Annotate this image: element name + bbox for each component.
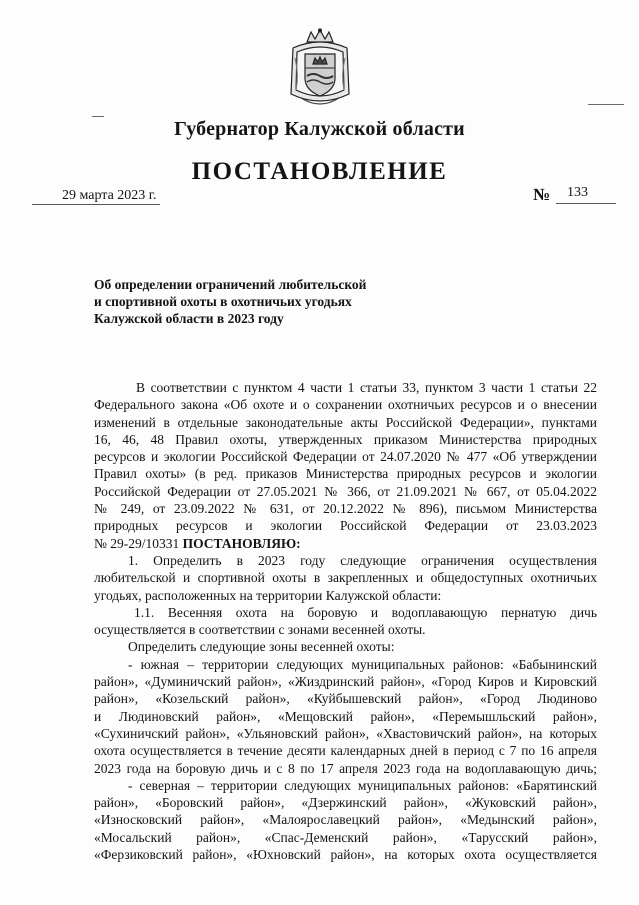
- body-line: 16, 46, 48 Правил охоты, утвержденных приказом Министерства природных: [94, 431, 597, 447]
- body-line: 1. Определить в 2023 году следующие ограничения осуществления: [128, 552, 597, 568]
- body-line: «Мосальский район», «Спас-Деменский район», «Тарусский район»,: [94, 829, 597, 845]
- subject-line: и спортивной охоты в охотничьих угодьях: [94, 294, 352, 309]
- body-line: Федерального закона «Об охоте и о сохранении охотничьих ресурсов и о внесении: [94, 397, 597, 413]
- subject-line: Об определении ограничений любительской: [94, 277, 367, 292]
- body-line: № 249, от 23.09.2022 № 631, от 20.12.2022 № 896), письмом Министерства: [94, 501, 597, 517]
- scan-mark: [92, 116, 104, 117]
- body-line: природных ресурсов и экологии Российской Федерации от 23.03.2023: [94, 518, 597, 534]
- document-body: [94, 379, 597, 863]
- body-line-decree: [94, 535, 597, 552]
- issuing-authority: Губернатор Калужской области: [174, 118, 465, 140]
- subject-line: Калужской области в 2023 году: [94, 311, 284, 326]
- body-line: - южная – территории следующих муниципальных районов: «Бабынинский: [128, 656, 597, 672]
- number-sign: №: [533, 185, 551, 204]
- document-number: 133: [567, 185, 588, 200]
- body-line: Определить следующие зоны весенней охоты:: [128, 639, 395, 655]
- body-line: ресурсов и экологии Российской Федерации от 24.07.2020 № 477 «Об утверждении: [94, 449, 597, 465]
- body-line: «Ферзиковский район», «Юхновский район», на которых охота осуществляется: [94, 847, 597, 863]
- body-line: - северная – территории следующих муниципальных районов: «Барятинский: [128, 777, 597, 793]
- document-date: 29 марта 2023 г.: [62, 188, 157, 203]
- body-line: район», «Козельский район», «Куйбышевский район», «Город Людиново: [94, 691, 597, 707]
- body-line: Российской Федерации от 27.05.2021 № 366, от 21.09.2021 № 667, от 05.04.2022: [94, 483, 597, 499]
- body-line: осуществляется в соответствии с зонами весенней охоты.: [94, 622, 426, 638]
- body-line: В соответствии с пунктом 4 части 1 статьи 33, пунктом 3 части 1 статьи 22: [136, 380, 597, 395]
- body-line: и Людиновский район», «Мещовский район», «Перемышльский район»,: [94, 708, 597, 724]
- body-line: 2023 года на боровую дичь и с 8 по 17 апреля 2023 года на водоплавающую дичь;: [94, 760, 597, 776]
- body-line: район», «Думиничский район», «Жиздринский район», «Город Киров и Кировский: [94, 674, 597, 690]
- body-line: район», «Боровский район», «Дзержинский район», «Жуковский район»,: [94, 795, 597, 811]
- body-line: 1.1. Весенняя охота на боровую и водоплавающую пернатую дичь: [134, 604, 597, 620]
- body-line: охота осуществляется в течение десяти календарных дней в период с 7 по 16 апреля: [94, 743, 597, 759]
- body-line: «Износковский район», «Малоярославецкий район», «Медынский район»,: [94, 812, 597, 828]
- document-type-title: ПОСТАНОВЛЕНИЕ: [191, 158, 448, 185]
- decree-word: ПОСТАНОВЛЯЮ:: [182, 535, 301, 551]
- body-line: № 29-29/10331: [94, 535, 180, 551]
- coat-of-arms-emblem: [287, 28, 353, 110]
- body-line: «Сухиничский район», «Ульяновский район», «Хвастовичский район», на которых: [94, 725, 597, 741]
- body-line: изменений в отдельные законодательные акты Российской Федерации», пунктами: [94, 414, 597, 430]
- body-line: любительской и спортивной охоты в закрепленных и общедоступных охотничьих: [94, 570, 597, 586]
- number-underline: [556, 203, 616, 204]
- body-line: угодьях, расположенных на территории Калужской области:: [94, 587, 442, 603]
- scan-mark: [588, 104, 624, 105]
- body-line: Правил охоты» (в ред. приказов Министерства природных ресурсов и экологии: [94, 466, 597, 482]
- document-subject: [94, 276, 394, 327]
- date-underline: [32, 204, 160, 205]
